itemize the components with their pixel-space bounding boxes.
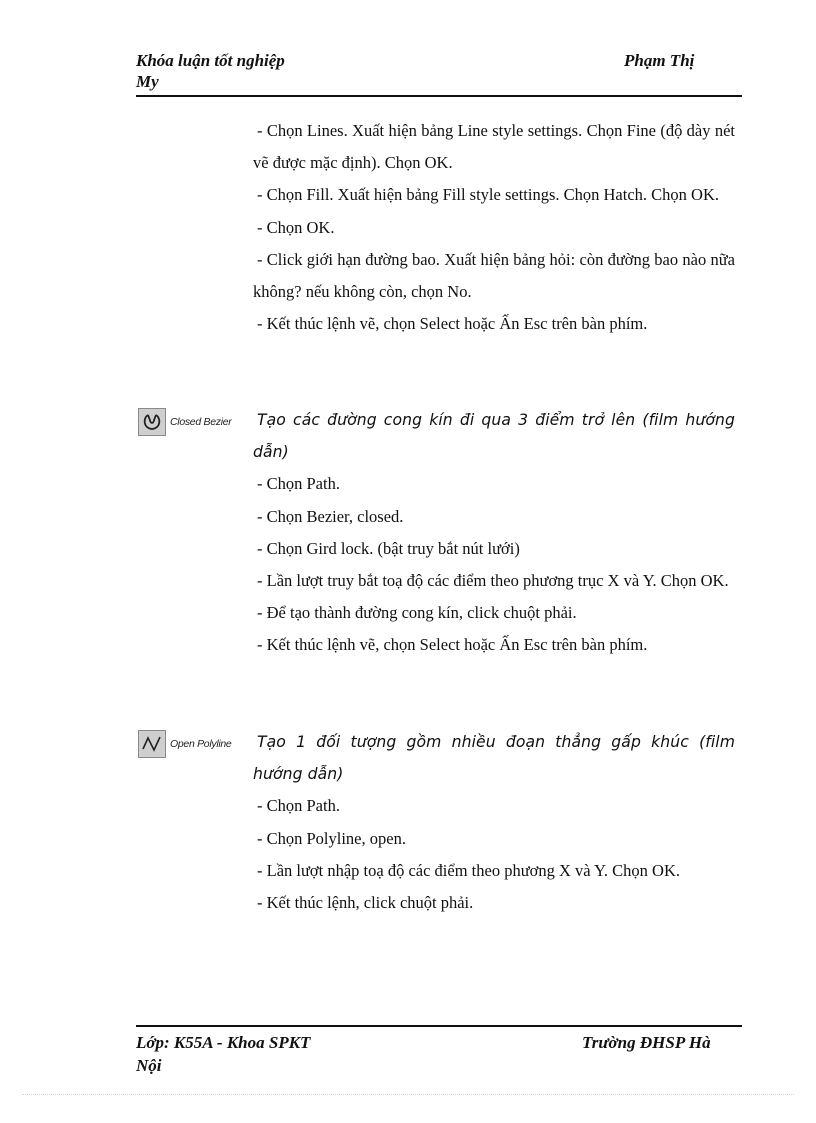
closed-bezier-icon	[138, 408, 166, 436]
open-polyline-tool	[138, 730, 231, 758]
step-line: - Chọn OK.	[257, 217, 335, 237]
open-polyline-label: Open Polyline	[170, 738, 232, 750]
header-author-continued: My	[136, 72, 159, 91]
page-footer	[136, 1031, 740, 1077]
header-divider	[136, 95, 742, 97]
closed-bezier-label: Closed Bezier	[170, 416, 232, 428]
step-line: - Lần lượt truy bắt toạ độ các điểm theo phương trục X và Y. Chọn OK.	[257, 571, 729, 591]
step-line: - Để tạo thành đường cong kín, click chuột phải.	[257, 603, 577, 623]
page-bottom-edge	[22, 1094, 794, 1095]
step-line: - Click giới hạn đường bao. Xuất hiện bảng hỏi: còn đường bao nào nữa không? nếu không còn, chọn No.	[253, 249, 735, 302]
step-line: - Chọn Lines. Xuất hiện bảng Line style settings. Chọn Fine (độ dày nét vẽ được mặc định). Chọn OK.	[253, 121, 735, 173]
footer-left	[136, 1031, 376, 1077]
section-description: Tạo 1 đối tượng gồm nhiều đoạn thẳng gấp khúc (film hướng dẫn)	[253, 733, 735, 784]
step-line: - Chọn Path.	[257, 474, 340, 494]
section-closed-bezier	[253, 404, 735, 662]
footer-divider	[136, 1025, 742, 1027]
step-line: - Kết thúc lệnh vẽ, chọn Select hoặc Ấn Esc trên bàn phím.	[257, 635, 648, 655]
open-polyline-icon	[138, 730, 166, 758]
section-description: Tạo các đường cong kín đi qua 3 điểm trở lên (film hướng dẫn)	[253, 411, 735, 462]
section-open-polyline	[253, 726, 735, 919]
footer-class: Lớp: K55A - Khoa SPKT	[136, 1033, 311, 1052]
closed-bezier-tool	[138, 408, 231, 436]
header-author: Phạm Thị	[624, 51, 695, 70]
header-thesis-title: Khóa luận tốt nghiệp	[136, 51, 285, 70]
step-line: - Kết thúc lệnh, click chuột phải.	[257, 893, 474, 913]
page-header	[136, 50, 740, 96]
step-line: - Lần lượt nhập toạ độ các điểm theo phương X và Y. Chọn OK.	[257, 860, 681, 880]
step-line: - Chọn Gird lock. (bật truy bắt nút lưới)	[257, 538, 520, 558]
step-line: - Chọn Path.	[257, 796, 340, 816]
footer-city-continued: Nội	[136, 1056, 162, 1075]
step-line: - Chọn Polyline, open.	[257, 828, 406, 848]
footer-university: Trường ĐHSP Hà	[582, 1033, 711, 1052]
step-line: - Kết thúc lệnh vẽ, chọn Select hoặc Ấn Esc trên bàn phím.	[257, 314, 648, 334]
header-left	[136, 50, 336, 92]
step-line: - Chọn Bezier, closed.	[257, 506, 404, 526]
step-line: - Chọn Fill. Xuất hiện bảng Fill style settings. Chọn Hatch. Chọn OK.	[257, 185, 719, 205]
section-fill-steps	[253, 115, 735, 340]
